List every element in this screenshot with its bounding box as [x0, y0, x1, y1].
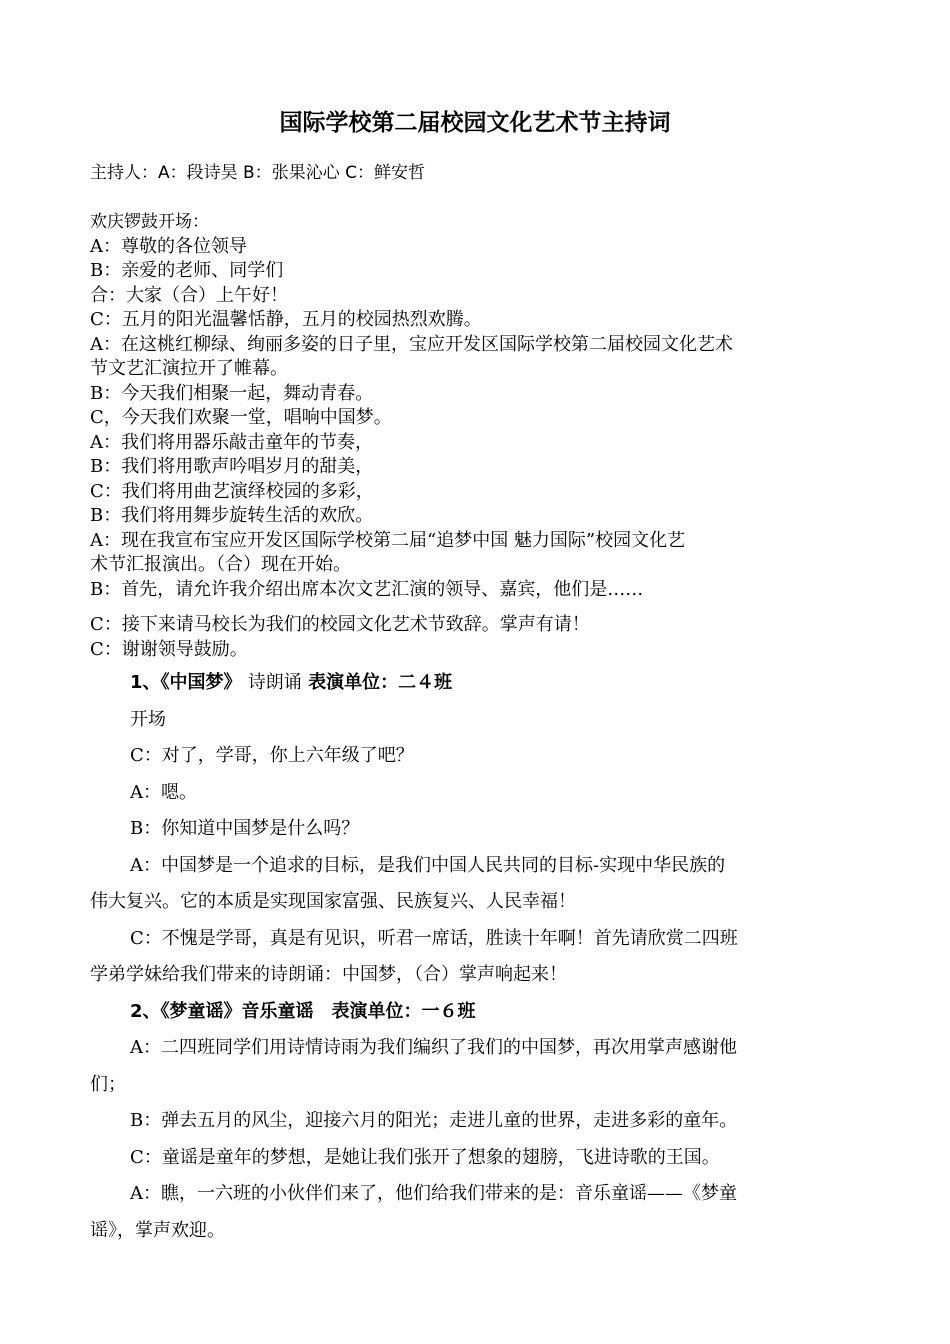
script-line: C：接下来请马校长为我们的校园文化艺术节致辞。掌声有请！ — [90, 614, 590, 635]
script-line: C：谢谢领导鼓励。 — [90, 638, 248, 660]
script-line: 们； — [90, 1073, 126, 1095]
script-line: B：今天我们相聚一起，舞动青春。 — [90, 382, 374, 404]
opening-heading: 欢庆锣鼓开场： — [90, 212, 209, 232]
script-line: C，今天我们欢聚一堂，唱响中国梦。 — [90, 407, 392, 428]
script-line: 谣》，掌声欢迎。 — [90, 1219, 225, 1241]
script-line: 开场 — [130, 708, 166, 730]
script-line: C：对了，学哥，你上六年级了吧？ — [130, 745, 414, 766]
script-line: C：童谣是童年的梦想，是她让我们张开了想象的翅膀，飞进诗歌的王国。 — [130, 1146, 720, 1168]
script-line: A：中国梦是一个追求的目标，是我们中国人民共同的目标-实现中华民族的 — [130, 854, 726, 876]
opening-section — [90, 210, 865, 662]
script-line: C：我们将用曲艺演绎校园的多彩， — [90, 480, 374, 502]
script-line: A：现在我宣布宝应开发区国际学校第二届“追梦中国 魅力国际”校园文化艺 — [90, 529, 686, 551]
script-line: B：我们将用舞步旋转生活的欢欣。 — [90, 505, 374, 526]
script-line: A：我们将用器乐敲击童年的节奏， — [90, 431, 373, 453]
script-line: A：尊敬的各位领导 — [90, 235, 247, 257]
script-line: 伟大复兴。它的本质是实现国家富强、民族复兴、人民幸福！ — [90, 891, 576, 912]
script-line: B：首先，请允许我介绍出席本次文艺汇演的领导、嘉宾，他们是…… — [90, 578, 644, 600]
script-line: 合：大家（合）上午好！ — [90, 284, 288, 306]
program-performer: 表演单位：二４班 — [308, 672, 453, 693]
program-title: 1、《中国梦》 — [130, 672, 242, 693]
program-heading-1 — [90, 665, 865, 702]
script-line: 节文艺汇演拉开了帷幕。 — [90, 358, 288, 379]
hosts-line: 主持人：A：段诗昊 B：张果沁心 C：鲜安哲 — [90, 163, 425, 183]
document-title: 国际学校第二届校园文化艺术节主持词 — [279, 110, 671, 136]
script-line: C：五月的阳光温馨恬静，五月的校园热烈欢腾。 — [90, 309, 482, 330]
script-line: A：嗯。 — [130, 781, 197, 803]
spacer — [90, 602, 865, 613]
script-line: A：在这桃红柳绿、绚丽多姿的日子里，宝应开发区国际学校第二届校园文化艺术 — [90, 333, 733, 355]
script-line: C：不愧是学哥，真是有见识，听君一席话，胜读十年啊！首先请欣赏二四班 — [130, 927, 738, 949]
script-line: A：瞧，一六班的小伙伴们来了，他们给我们带来的是：音乐童谣——《梦童 — [130, 1183, 737, 1204]
script-line: B：弹去五月的风尘，迎接六月的阳光；走进儿童的世界，走进多彩的童年。 — [130, 1110, 738, 1131]
script-line: B：你知道中国梦是什么吗？ — [130, 818, 360, 839]
script-line: 学弟学妹给我们带来的诗朗诵：中国梦，（合）掌声响起来！ — [90, 964, 567, 985]
script-line: 术节汇报演出。（合）现在开始。 — [90, 554, 351, 575]
program-section — [90, 665, 865, 1249]
program-heading-2: 2、《梦童谣》音乐童谣 表演单位：一６班 — [130, 1000, 476, 1022]
script-line: A：二四班同学们用诗情诗雨为我们编织了我们的中国梦，再次用掌声感谢他 — [130, 1037, 737, 1058]
script-line: B：我们将用歌声吟唱岁月的甜美， — [90, 456, 374, 477]
script-line: B：亲爱的老师、同学们 — [90, 260, 284, 281]
program-type: 诗朗诵 — [247, 672, 302, 693]
